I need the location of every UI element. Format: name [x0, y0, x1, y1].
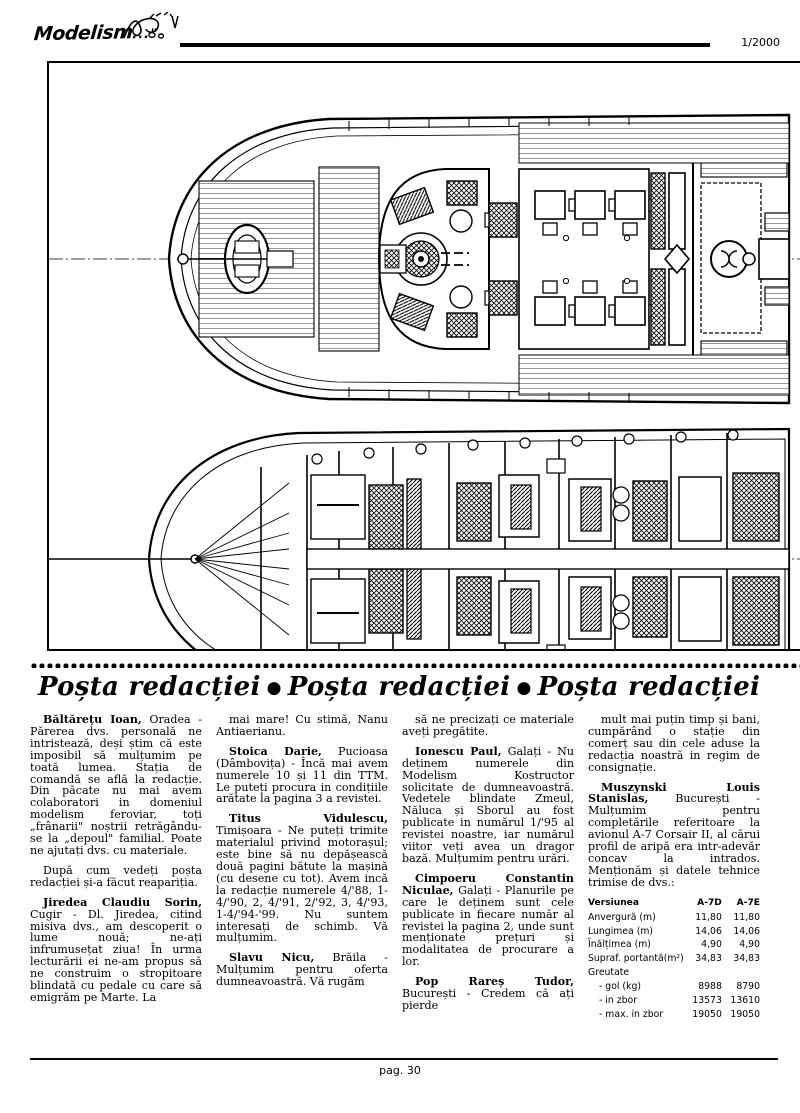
- letter-body: mai mare! Cu stimă, Nanu Antiaerianu.: [216, 713, 388, 738]
- spec-row-label: Înălțimea (m): [588, 939, 651, 951]
- letter-paragraph: [216, 952, 388, 988]
- column-3: [402, 714, 574, 1044]
- spec-row: [588, 967, 760, 981]
- spec-value-cell: 11,80: [733, 911, 760, 923]
- column-2: [216, 714, 388, 1044]
- masthead: [0, 0, 800, 60]
- spec-value-cell: 13573: [692, 995, 722, 1007]
- letter-body: După cum vedeți poșta redacției și-a făcut reapariția.: [30, 863, 202, 889]
- spec-value-cell: 34,83: [733, 953, 760, 965]
- lower-deck-plan: [49, 429, 800, 651]
- spec-header-cell: Versiunea: [588, 897, 639, 908]
- spec-row: [588, 981, 760, 995]
- letter-paragraph: [588, 714, 760, 774]
- spec-row-label: Greutate: [588, 967, 630, 979]
- column-4-letters: [588, 714, 760, 889]
- letter-paragraph: [216, 813, 388, 944]
- spec-row-label: Supraf. portantă(m²): [588, 953, 684, 965]
- spec-row: [588, 926, 760, 940]
- spec-row: [588, 1009, 760, 1023]
- letter-sender: Ionescu Paul,: [415, 744, 502, 758]
- spec-value-cell: 19050: [730, 1008, 760, 1020]
- letter-body: Brăila - Mulțumim pentru oferta dumneavoastră. Vă rugăm: [216, 951, 388, 989]
- letter-sender: Titus Vidulescu,: [229, 812, 388, 826]
- letter-body: Galați - Planurile pe care le deținem sunt cele publicate in fiecare număr al revistei la pagina 2, unde sunt menționate prețuri și modalitatea de procurare a lor.: [402, 883, 574, 969]
- spec-value-cell: 34,83: [695, 953, 722, 965]
- letter-body: București - Credem că ați pierde: [402, 987, 574, 1012]
- spec-value-cell: 8988: [698, 981, 722, 993]
- masthead-rule: [180, 44, 710, 47]
- upper-deck-plan: [49, 115, 800, 403]
- spec-table: [588, 898, 760, 1023]
- letter-paragraph: [588, 782, 760, 889]
- letter-paragraph: [402, 873, 574, 968]
- letter-body: Timișoara - Ne puteți trimite materialul privind motorașul; este bine să nu depășească două pagini bătute la mașină (cu desene cu tot). Avem incă la redacție numerele 4/'88, 1-4/'90, 2, 4/'91, 2/'92, 3, 4/'93, 1-4/'94-'99. Nu suntem interesați de schimb. Vă mulțumim.: [216, 824, 388, 945]
- letter-paragraph: [30, 714, 202, 857]
- spec-row-label: - in zbor: [599, 995, 638, 1007]
- issue-number: 1/2000: [741, 36, 780, 49]
- spec-value-cell: 13610: [730, 995, 760, 1007]
- letter-body: București - Mulțumim pentru completările referitoare la avionul A-7 Corsair II, al cărui profil de aripă era intr-adevăr concav la intrados. Menționăm și datele tehnice trimise de dvs.:: [588, 792, 760, 889]
- banner-title-1: Poșta redacției: [38, 672, 261, 702]
- logo-text: Modelism: [32, 21, 134, 46]
- spec-row: [588, 953, 760, 967]
- spec-value-cell: [684, 967, 722, 981]
- page-number: pag. 30: [379, 1064, 421, 1077]
- footer-rule: [30, 1058, 778, 1060]
- letter-body: să ne precizați ce materiale aveți pregătite.: [402, 713, 574, 738]
- spec-value-cell: 8790: [736, 981, 760, 993]
- letters-columns: [30, 714, 778, 1044]
- spec-value-cell: 11,80: [695, 911, 722, 923]
- spec-row: [588, 912, 760, 926]
- dotted-rule: [30, 662, 800, 668]
- section-title: [38, 672, 800, 702]
- letter-body: Pucioasa (Dâmbovița) - Încă mai avem numerele 10 și 11 din TTM. Le puteți procura in condițiile arătate la pagina 3 a revistei.: [216, 744, 388, 806]
- banner-title-2: Poșta redacției: [287, 672, 511, 702]
- section-banner: [0, 660, 800, 710]
- spec-row: [588, 939, 760, 953]
- logo-dots: ...": [131, 26, 159, 43]
- spec-row-label: Anvergură (m): [588, 911, 656, 923]
- spec-header-cell: A-7D: [697, 897, 722, 908]
- letter-paragraph: [30, 865, 202, 889]
- letter-sender: Jiredea Claudiu Sorin,: [43, 895, 202, 909]
- spec-value-cell: 4,90: [739, 939, 760, 951]
- spec-row-label: - max. in zbor: [599, 1008, 664, 1020]
- spec-value-cell: 14,06: [733, 925, 760, 937]
- spec-body: [588, 912, 760, 1023]
- letter-paragraph: [402, 976, 574, 1012]
- letter-paragraph: [402, 714, 574, 738]
- spec-header-cell: A-7E: [736, 897, 760, 908]
- banner-title-3: Poșta redacției: [537, 672, 761, 702]
- scribble-doodle-icon: [120, 12, 182, 44]
- letter-paragraph: [30, 897, 202, 1004]
- letter-sender: Pop Rareș Tudor,: [415, 975, 574, 989]
- letter-sender: Cimpoeru Constantin Niculae,: [402, 871, 574, 897]
- column-4: [588, 714, 760, 1044]
- letter-sender: Băltărețu Ioan,: [43, 713, 142, 726]
- letter-paragraph: [216, 746, 388, 806]
- letter-paragraph: [402, 746, 574, 865]
- letter-body: Galați - Nu deținem numerele din Modelism Kostructor solicitate de dumneavoastră. Vedetele blindate Zmeul, Năluca și Sborul au fost publicate in numărul 1/'95 al revistei noastre, iar numărul viitor veți avea un dragor bază. Mulțumim pentru urări.: [402, 744, 575, 865]
- banner-separator: ●: [516, 678, 532, 698]
- spec-row: [588, 995, 760, 1009]
- letter-body: Oradea - Părerea dvs. personală ne intristează, deși știm că este imposibil să mulțumim pe toată lumea. Stația de comandă se află la redacție. Din păcate nu mai avem colaboratori in domeniul modelism feroviar, toți „frânarii" noștrii retrăgându-se la „depoul" familial. Poate ne ajutați dvs. cu materiale.: [30, 713, 202, 857]
- banner-separator: ●: [266, 678, 282, 698]
- column-1: [30, 714, 202, 1044]
- ship-deck-plan-drawing: [49, 63, 800, 651]
- spec-row-label: Lungimea (m): [588, 925, 654, 937]
- aft-deckhouse: [693, 147, 789, 371]
- letter-sender: Slavu Nicu,: [229, 951, 315, 965]
- letter-body: mult mai puțin timp și bani, cumpărând o stație din comerț sau din cele aduse la redacția noastră in regim de consignație.: [588, 713, 760, 774]
- letter-body: Cugir - Dl. Jiredea, citind misiva dvs., am descoperit o lume nouă; ne-ați infrumusețat ziua! În urma lecturării ei ne-am propus să ne construim o stropitoare blindată cu pedale cu care să emigrăm pe Marte. La: [30, 907, 202, 1004]
- letter-sender: Stoica Darie,: [229, 744, 322, 758]
- spec-header-row: [588, 898, 760, 912]
- letter-sender: Muszynski Louis Stanislas,: [588, 780, 760, 806]
- spec-value-cell: 19050: [692, 1008, 722, 1020]
- spec-value-cell: 4,90: [701, 939, 722, 951]
- spec-row-label: - gol (kg): [599, 981, 641, 993]
- plan-drawing-frame: [47, 61, 800, 651]
- letter-paragraph: [216, 714, 388, 738]
- spec-value-cell: [722, 967, 760, 981]
- spec-value-cell: 14,06: [695, 925, 722, 937]
